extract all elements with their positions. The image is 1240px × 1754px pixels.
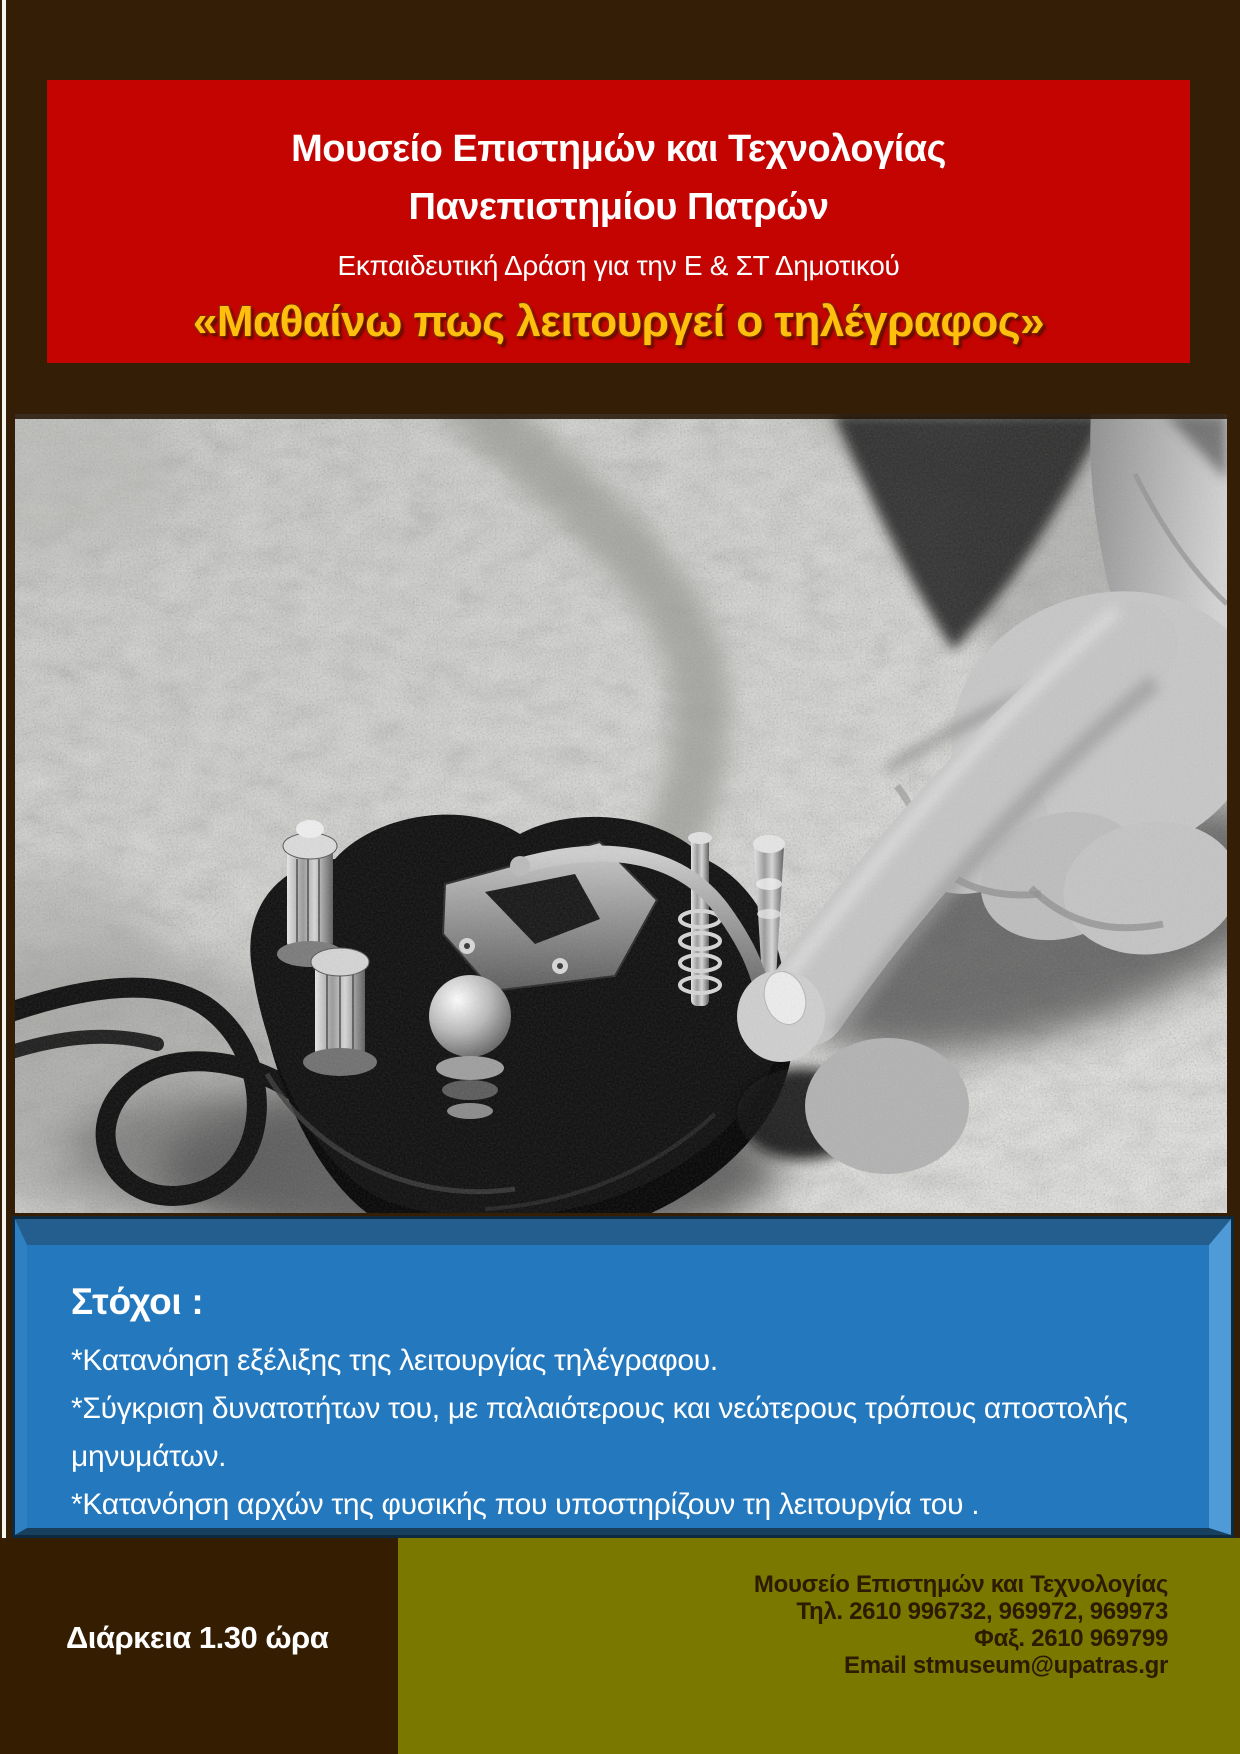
goals-box-face <box>15 1219 1231 1535</box>
footer <box>0 1538 1240 1754</box>
goal-item-2: *Σύγκριση δυνατοτήτων του, με παλαιότερους και νεώτερους τρόπους αποστολής μηνυμάτων. <box>71 1392 1128 1473</box>
film-grain <box>15 414 1227 1213</box>
goal-item-1: *Κατανόηση εξέλιξης της λειτουργίας τηλέγραφου. <box>71 1344 718 1377</box>
museum-title-line2: Πανεπιστημίου Πατρών <box>408 186 829 228</box>
header-banner <box>47 80 1190 363</box>
activity-title: «Μαθαίνω πως λειτουργεί ο τηλέγραφος» <box>192 297 1045 346</box>
telegraph-photo <box>15 414 1227 1213</box>
museum-title-line1: Μουσείο Επιστημών και Τεχνολογίας <box>291 128 946 170</box>
contact-email: Email stmuseum@upatras.gr <box>843 1652 1168 1679</box>
goals-heading: Στόχοι : <box>71 1281 204 1322</box>
goal-item-3: *Κατανόηση αρχών της φυσικής που υποστηρίζουν τη λειτουργία του . <box>71 1488 980 1521</box>
contact-fax: Φαξ. 2610 969799 <box>974 1625 1168 1652</box>
goals-box <box>12 1216 1234 1538</box>
telegraph-photo-art <box>15 414 1227 1213</box>
photo-top-edge <box>15 414 1227 419</box>
audience-subtitle: Εκπαιδευτική Δράση για την Ε & ΣΤ Δημοτικού <box>337 250 900 281</box>
duration-label: Διάρκεια 1.30 ώρα <box>66 1620 329 1655</box>
contact-phone: Τηλ. 2610 996732, 969972, 969973 <box>796 1598 1168 1625</box>
left-edge-line <box>2 0 6 1546</box>
contact-name: Μουσείο Επιστημών και Τεχνολογίας <box>753 1571 1168 1598</box>
contact-panel <box>398 1538 1240 1754</box>
